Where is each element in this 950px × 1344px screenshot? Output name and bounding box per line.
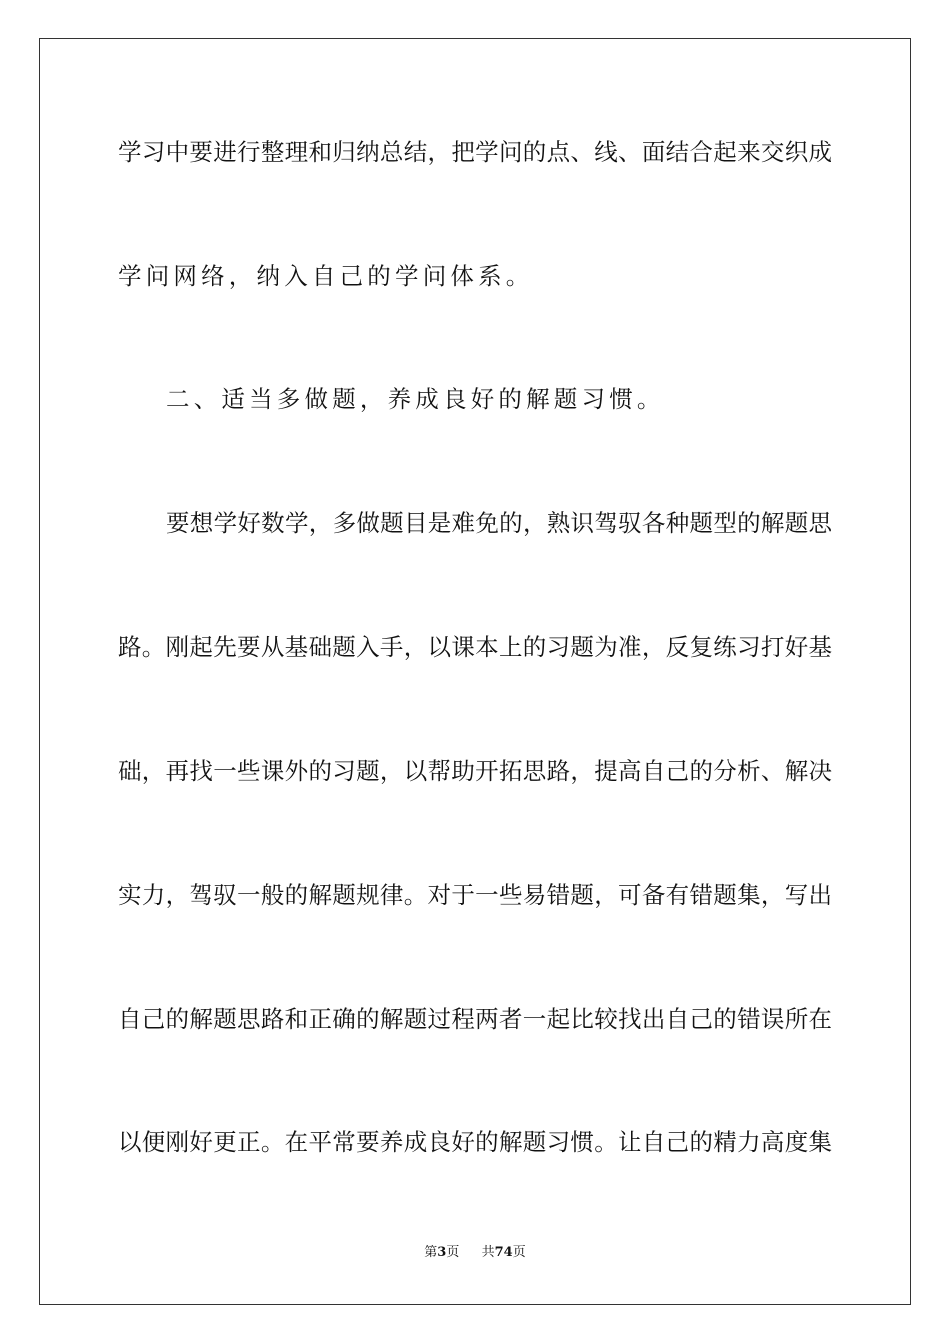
paragraph-line: 自己的解题思路和正确的解题过程两者一起比较找出自己的错误所在 — [118, 1005, 832, 1033]
total-prefix: 共 — [481, 1245, 495, 1260]
paragraph-line: 础，再找一些课外的习题，以帮助开拓思路，提高自己的分析、解决 — [118, 757, 832, 785]
total-pages-number: 74 — [494, 1245, 513, 1260]
page-suffix: 页 — [446, 1245, 460, 1260]
paragraph-line: 要想学好数学，多做题目是难免的，熟识驾驭各种题型的解题思 — [166, 509, 832, 537]
page-border — [39, 38, 911, 1305]
paragraph-line: 路。刚起先要从基础题入手，以课本上的习题为准，反复练习打好基 — [118, 633, 832, 661]
total-suffix: 页 — [512, 1245, 526, 1260]
current-page-number: 3 — [437, 1245, 447, 1260]
section-heading: 二、适当多做题，养成良好的解题习惯。 — [166, 385, 665, 413]
paragraph-line: 以便刚好更正。在平常要养成良好的解题习惯。让自己的精力高度集 — [118, 1128, 832, 1156]
page-prefix: 第 — [424, 1245, 438, 1260]
paragraph-line: 学习中要进行整理和归纳总结，把学问的点、线、面结合起来交织成 — [118, 138, 832, 166]
paragraph-line: 实力，驾驭一般的解题规律。对于一些易错题，可备有错题集，写出 — [118, 881, 832, 909]
paragraph-line: 学问网络，纳入自己的学问体系。 — [118, 262, 534, 290]
page-footer — [0, 1245, 950, 1261]
